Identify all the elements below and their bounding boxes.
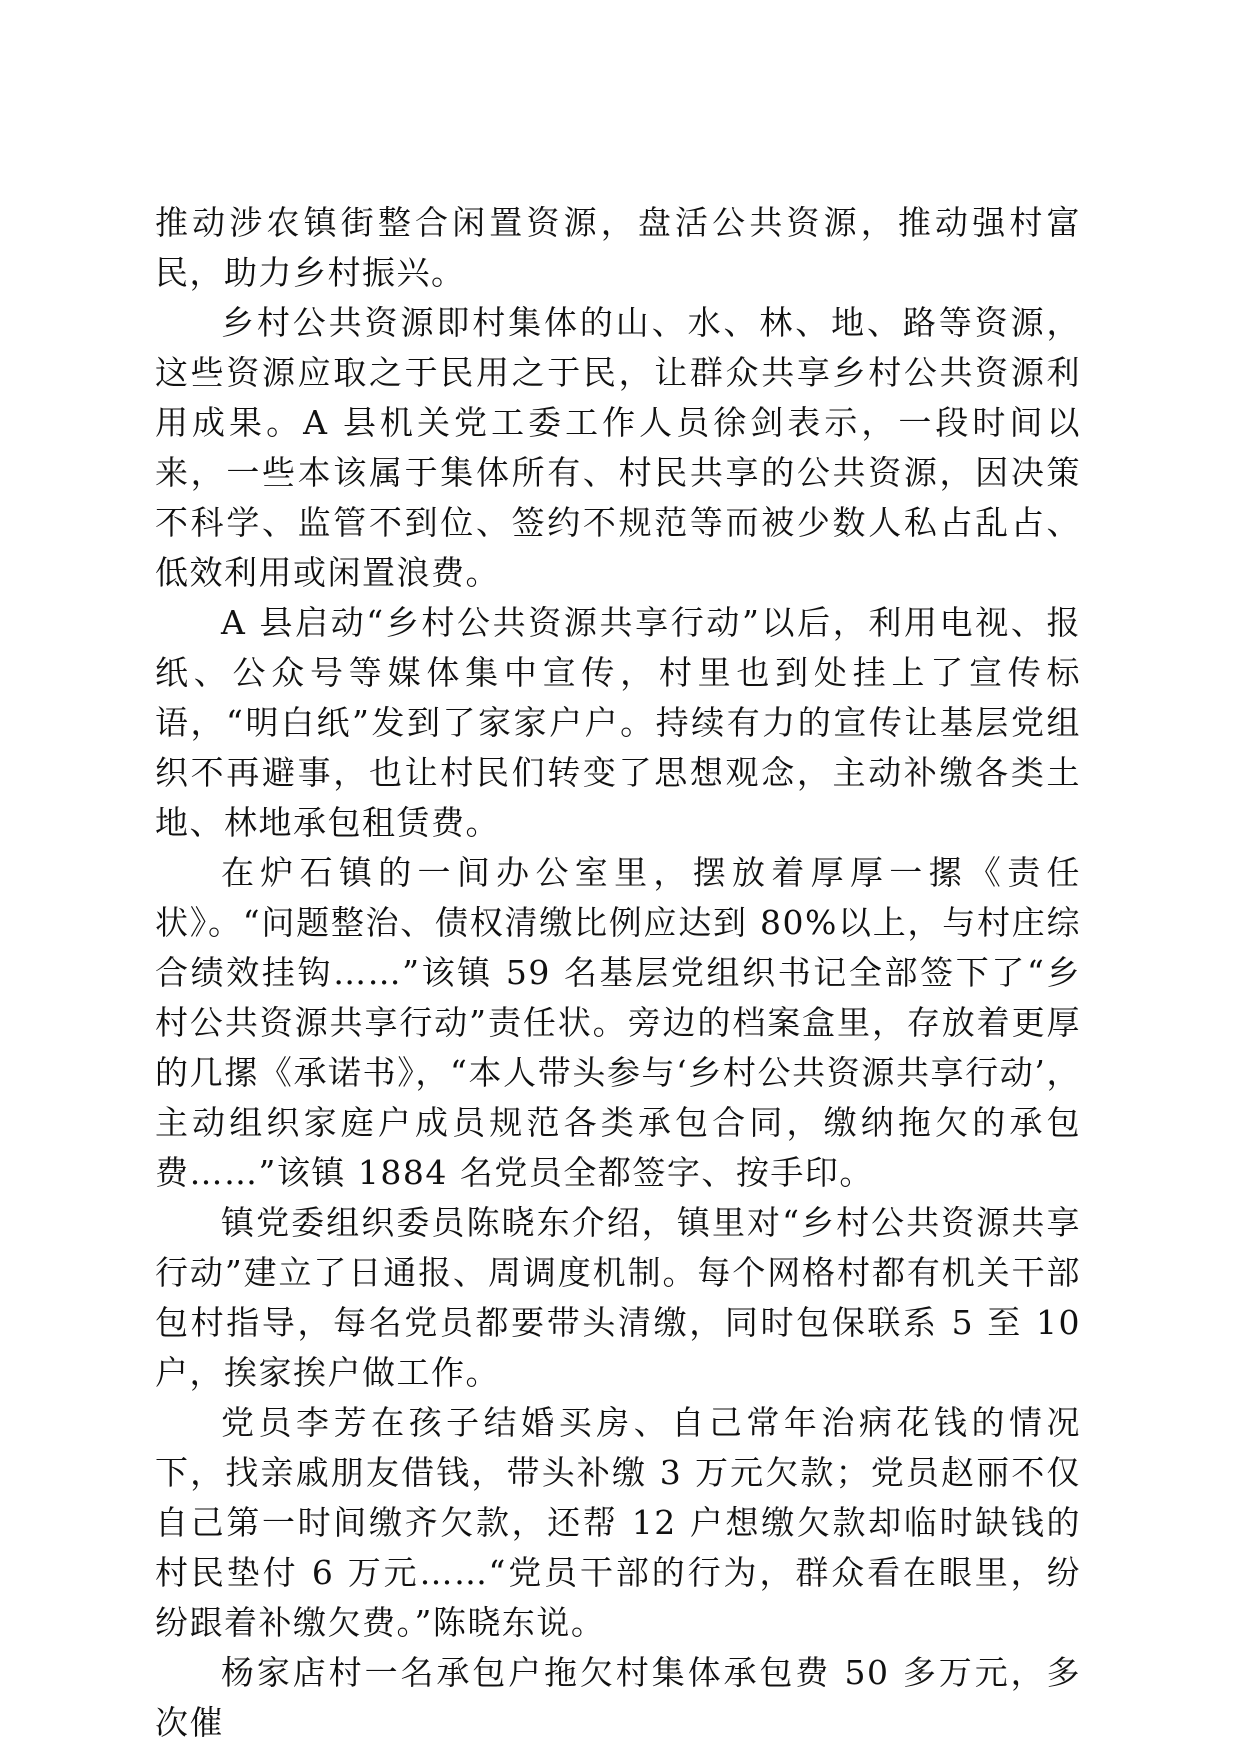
paragraph: A 县启动“乡村公共资源共享行动”以后，利用电视、报纸、公众号等媒体集中宣传，村里也到处挂上了宣传标语，“明白纸”发到了家家户户。持续有力的宣传让基层党组织不再避事，也让村民们转变了思想观念，主动补缴各类土地、林地承包租赁费。: [155, 603, 1081, 842]
paragraph: 在炉石镇的一间办公室里，摆放着厚厚一摞《责任状》。“问题整治、债权清缴比例应达到 80%以上，与村庄综合绩效挂钩……”该镇 59 名基层党组织书记全部签下了“乡村公共资源共享行动”责任状。旁边的档案盒里，存放着更厚的几摞《承诺书》，“本人带头参与‘乡村公共资源共享行动’，主动组织家庭户成员规范各类承包合同，缴纳拖欠的承包费……”该镇 1884 名党员全都签字、按手印。: [155, 853, 1081, 1192]
article-body: [155, 198, 1081, 1748]
paragraph-continuation: 推动涉农镇街整合闲置资源，盘活公共资源，推动强村富民，助力乡村振兴。: [155, 203, 1081, 292]
paragraph: 乡村公共资源即村集体的山、水、林、地、路等资源，这些资源应取之于民用之于民，让群众共享乡村公共资源利用成果。A 县机关党工委工作人员徐剑表示，一段时间以来，一些本该属于集体所有、村民共享的公共资源，因决策不科学、监管不到位、签约不规范等而被少数人私占乱占、低效利用或闲置浪费。: [155, 303, 1081, 592]
paragraph: 镇党委组织委员陈晓东介绍，镇里对“乡村公共资源共享行动”建立了日通报、周调度机制。每个网格村都有机关干部包村指导，每名党员都要带头清缴，同时包保联系 5 至 10 户，挨家挨户做工作。: [155, 1203, 1081, 1392]
paragraph: 党员李芳在孩子结婚买房、自己常年治病花钱的情况下，找亲戚朋友借钱，带头补缴 3 万元欠款；党员赵丽不仅自己第一时间缴齐欠款，还帮 12 户想缴欠款却临时缺钱的村民垫付 6 万元……“党员干部的行为，群众看在眼里，纷纷跟着补缴欠费。”陈晓东说。: [155, 1403, 1081, 1642]
paragraph-truncated: 杨家店村一名承包户拖欠村集体承包费 50 多万元，多次催: [155, 1653, 1081, 1742]
